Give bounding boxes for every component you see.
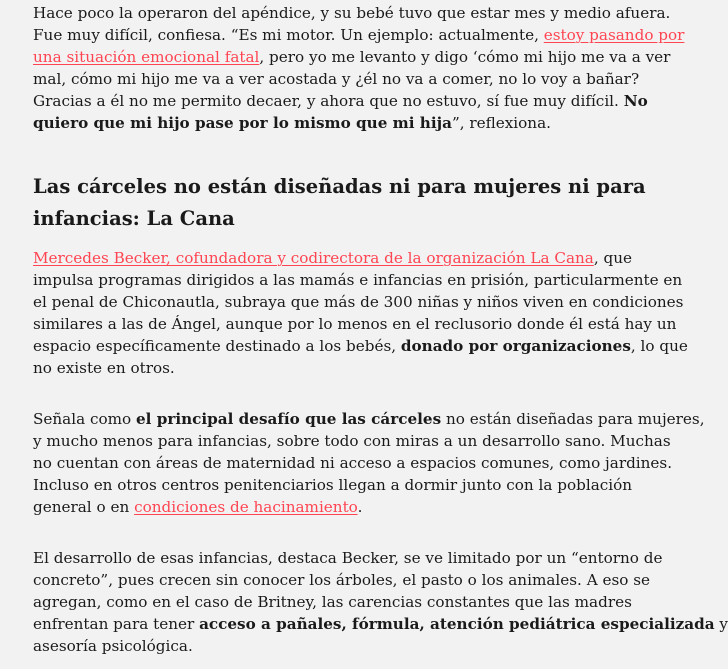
text-line	[33, 569, 673, 591]
bold-text: quiero que mi hijo pase por lo mismo que mi hija	[33, 114, 452, 132]
bold-text: No	[623, 92, 648, 110]
text-line	[33, 635, 673, 657]
text-line	[33, 46, 673, 68]
text-line	[33, 547, 673, 569]
text-segment: enfrentan para tener	[33, 615, 200, 633]
text-segment: infancias: La Cana	[33, 207, 235, 230]
paragraph-la-cana	[33, 247, 688, 379]
text-line	[33, 291, 684, 313]
paragraph-child-development	[33, 547, 728, 657]
text-line	[33, 474, 673, 496]
text-line	[33, 313, 677, 335]
text-segment: asesoría psicológica.	[33, 637, 193, 655]
text-segment: Gracias a él no me permito decaer, y ahora que no estuvo, sí fue muy difícil.	[33, 92, 624, 110]
text-line	[33, 68, 673, 90]
text-line	[33, 203, 673, 235]
text-segment: el penal de Chiconautla, subraya que más de 300 niñas y niños viven en condiciones	[33, 293, 684, 311]
text-segment: Las cárceles no están diseñadas ni para mujeres ni para	[33, 175, 646, 198]
text-segment: no existe en otros.	[33, 359, 175, 377]
text-segment: Señala como	[33, 410, 136, 428]
inline-link[interactable]: condiciones de hacinamiento	[134, 498, 358, 516]
text-line	[33, 171, 673, 203]
text-line	[33, 335, 688, 357]
text-line	[33, 2, 673, 24]
text-segment: concreto”, pues crecen sin conocer los árboles, el pasto o los animales. A eso se	[33, 571, 651, 589]
text-line	[33, 90, 673, 112]
paragraph-mother-quote	[33, 2, 685, 134]
text-segment: mal, cómo mi hijo me va a ver acostada y ¿él no va a comer, no lo voy a bañar?	[33, 70, 640, 88]
text-segment: impulsa programas dirigidos a las mamás e infancias en prisión, particularmente en	[33, 271, 683, 289]
paragraph-prison-challenges	[33, 408, 705, 518]
text-line	[33, 408, 705, 430]
bold-text: acceso a pañales, fórmula, atención pediátrica especializada	[199, 615, 715, 633]
section-heading	[33, 171, 673, 235]
text-line	[33, 452, 673, 474]
text-line	[33, 613, 728, 635]
text-segment: Fue muy difícil, confiesa. “Es mi motor. Un ejemplo: actualmente,	[33, 26, 544, 44]
text-segment: Incluso en otros centros penitenciarios llegan a dormir junto con la población	[33, 476, 633, 494]
bold-text: donado por organizaciones	[400, 337, 631, 355]
text-segment: El desarrollo de esas infancias, destaca Becker, se ve limitado por un “entorno de	[33, 549, 663, 567]
inline-link[interactable]: Mercedes Becker, cofundadora y codirectora de la organización La Cana	[33, 249, 594, 267]
text-segment: , pero yo me levanto y digo ‘cómo mi hijo me va a ver	[259, 48, 671, 66]
text-line	[33, 591, 673, 613]
text-segment: y	[714, 615, 728, 633]
text-line	[33, 247, 673, 269]
text-line	[33, 269, 683, 291]
text-line	[33, 112, 673, 134]
text-segment: Hace poco la operaron del apéndice, y su bebé tuvo que estar mes y medio afuera.	[33, 4, 671, 22]
text-line	[33, 24, 685, 46]
text-line	[33, 357, 673, 379]
article-body	[33, 2, 728, 657]
text-segment: agregan, como en el caso de Britney, las carencias constantes que las madres	[33, 593, 632, 611]
text-segment: , que	[593, 249, 633, 267]
text-segment: y mucho menos para infancias, sobre todo con miras a un desarrollo sano. Muchas	[33, 432, 671, 450]
text-line	[33, 430, 673, 452]
text-segment: , lo que	[630, 337, 688, 355]
text-segment: general o en	[33, 498, 135, 516]
inline-link[interactable]: estoy pasando por	[543, 26, 685, 44]
text-segment: espacio específicamente destinado a los bebés,	[33, 337, 401, 355]
text-segment: ”, reflexiona.	[451, 114, 551, 132]
text-segment: no están diseñadas para mujeres,	[441, 410, 705, 428]
text-segment: .	[357, 498, 363, 516]
text-line	[33, 496, 673, 518]
inline-link[interactable]: una situación emocional fatal	[33, 48, 260, 66]
text-segment: no cuentan con áreas de maternidad ni acceso a espacios comunes, como jardines.	[33, 454, 673, 472]
text-segment: similares a las de Ángel, aunque por lo menos en el reclusorio donde él está hay un	[33, 315, 677, 333]
bold-text: el principal desafío que las cárceles	[136, 410, 442, 428]
